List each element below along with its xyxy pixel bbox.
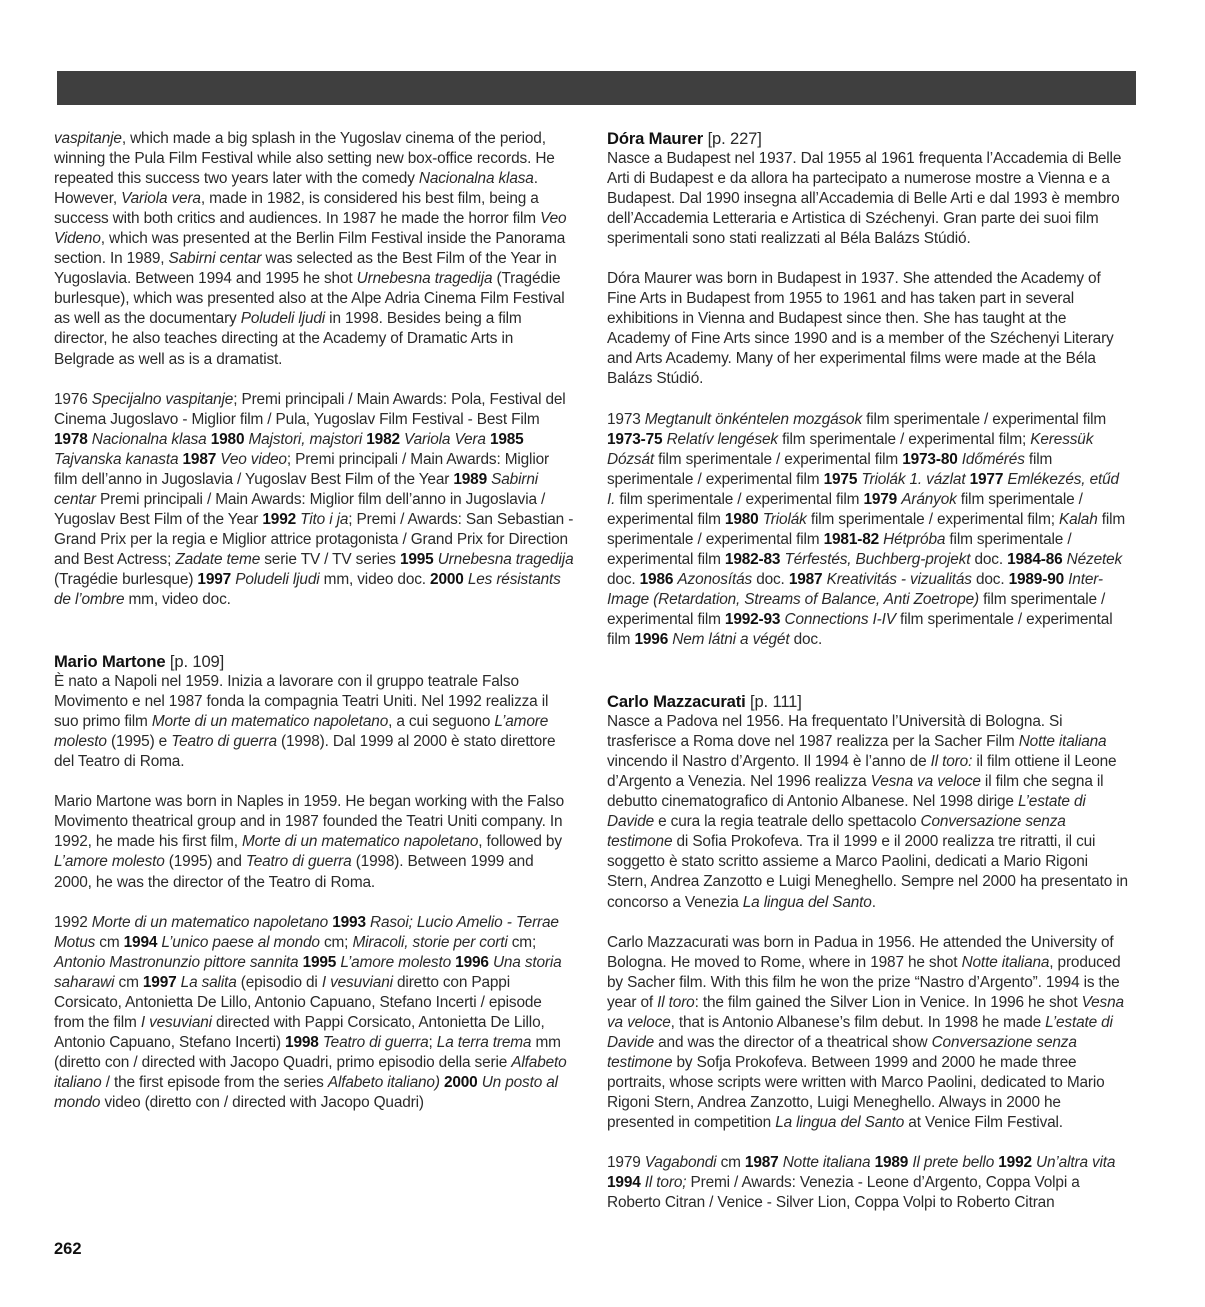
biography-en: Dóra Maurer was born in Budapest in 1937. She attended the Academy of Fine Arts in Budapest from 1955 to 1961 and has taken part in several exhibitions in Vienna and Budapest since then. She has taught at the Academy of Fine Arts since 1990 and is a member of the Széchenyi Literary and Arts Academy. Many of her experimental films were made at the Béla Balázs Stúdió. [607, 270, 1114, 388]
biography-it: Nasce a Padova nel 1956. Ha frequentato l’Università di Bologna. Si trasferisce a Roma dove nel 1987 realizza per la Sacher Film Notte italiana vincendo il Nastro d’Argento. Il 1994 è l’anno de Il toro: il film ottiene il Leone d’Argento a Venezia. Nel 1996 realizza Vesna va veloce il film che segna il debutto cinematografico di Antonio Albanese. Nel 1998 dirige L’estate di Davide e cura la regia teatrale dello spettacolo Conversazione senza testimone di Sofia Prokofeva. Tra il 1999 e il 2000 realizza tre ritratti, il cui soggetto è stato scritto assieme a Marco Paolini, dedicati a Mario Rigoni Stern, Andrea Zanzotto e Luigi Meneghello. Sempre nel 2000 ha presentato in concorso a Venezia La lingua del Santo. [607, 713, 1128, 911]
biography-en: Mario Martone was born in Naples in 1959. He began working with the Falso Movimento theatrical group and in 1987 founded the Teatri Uniti company. In 1992, he made his first film, Morte di un matematico napoletano, followed by L’amore molesto (1995) and Teatro di guerra (1998). Between 1999 and 2000, he was the director of the Teatro di Roma. [54, 793, 565, 891]
right-column [607, 129, 1129, 1213]
filmography: 1979 Vagabondi cm 1987 Notte italiana 1989 Il prete bello 1992 Un’altra vita 1994 Il toro; Premi / Awards: Venezia - Leone d’Argento, Coppa Volpi a Roberto Citran / Venice - Silver Lion, Coppa Volpi to Roberto Citran [607, 1154, 1116, 1212]
page-number: 262 [54, 1240, 82, 1258]
entry-heading: Carlo Mazzacurati [p. 111] [607, 692, 802, 712]
filmography: 1992 Morte di un matematico napoletano 1993 Rasoi; Lucio Amelio - Terrae Motus cm 1994 L’unico paese al mondo cm; Miracoli, storie per corti cm; Antonio Mastronunzio pittore sannita 1995 L’amore molesto 1996 Una storia saharawi cm 1997 La salita (episodio di I vesuviani diretto con Pappi Corsicato, Antonietta De Lillo, Antonio Capuano, Stefano Incerti / episode from the film I vesuviani directed with Pappi Corsicato, Antonietta De Lillo, Antonio Capuano, Stefano Incerti) 1998 Teatro di guerra; La terra trema mm (diretto con / directed with Jacopo Quadri, primo episodio della serie Alfabeto italiano / the first episode from the series Alfabeto italiano) 2000 Un posto al mondo video (diretto con / directed with Jacopo Quadri) [54, 913, 567, 1111]
filmography: 1976 Specijalno vaspitanje; Premi principali / Main Awards: Pola, Festival del Cinema Jugoslavo - Miglior film / Pula, Yugoslav Film Festival - Best Film 1978 Nacionalna klasa 1980 Majstori, majstori 1982 Variola Vera 1985 Tajvanska kanasta 1987 Veo video; Premi principali / Main Awards: Miglior film dell’anno in Jugoslavia / Yugoslav Best Film of the Year 1989 Sabirni centar Premi principali / Main Awards: Miglior film dell’anno in Jugoslavia / Yugoslav Best Film of the Year 1992 Tito i ja; Premi / Awards: San Sebastian - Grand Prix per la regia e Miglior attrice protagonista / Grand Prix for Direction and Best Actress; Zadate teme serie TV / TV series 1995 Urnebesna tragedija (Tragédie burlesque) 1997 Poludeli ljudi mm, video doc. 2000 Les résistants de l’ombre mm, video doc. [54, 390, 574, 609]
filmography: 1973 Megtanult önkéntelen mozgások film sperimentale / experimental film 1973-75 Relatív lengések film sperimentale / experimental film; Keressük Dózsát film sperimentale / experimental film 1973-80 Időmérés film sperimentale / experimental film 1975 Triolák 1. vázlat 1977 Emlékezés, etűd I. film sperimentale / experimental film 1979 Arányok film sperimentale / experimental film 1980 Triolák film sperimentale / experimental film; Kalah film sperimentale / experimental film 1981-82 Hétpróba film sperimentale / experimental film 1982-83 Térfestés, Buchberg-projekt doc. 1984-86 Nézetek doc. 1986 Azonosítás doc. 1987 Kreativitás - vizualitás doc. 1989-90 Inter-Image (Retardation, Streams of Balance, Anti Zoetrope) film sperimentale / experimental film 1992-93 Connections I-IV film sperimentale / experimental film 1996 Nem látni a végét doc. [607, 410, 1126, 649]
biography-en: Carlo Mazzacurati was born in Padua in 1956. He attended the University of Bologna. He moved to Rome, where in 1987 he shot Notte italiana, produced by Sacher film. With this film he won the prize “Nastro d’Argento”. 1994 is the year of Il toro: the film gained the Silver Lion in Venice. In 1996 he shot Vesna va veloce, that is Antonio Albanese’s film debut. In 1998 he made L’estate di Davide and was the director of a theatrical show Conversazione senza testimone by Sofja Prokofeva. Between 1999 and 2000 he made three portraits, whose scripts were written with Marco Paolini, dedicated to Mario Rigoni Stern, Andrea Zanzotto, Luigi Meneghello. Always in 2000 he presented in competition La lingua del Santo at Venice Film Festival. [607, 933, 1124, 1131]
left-column [54, 129, 574, 1113]
biography-it: Nasce a Budapest nel 1937. Dal 1955 al 1961 frequenta l’Accademia di Belle Arti di Budapest e da allora ha partecipato a numerose mostre a Vienna e a Budapest. Dal 1990 insegna all’Accademia di Belle Arti e dal 1993 è membro dell’Accademia Letteraria e Artistica di Széchenyi. Gran parte dei suoi film sperimentali sono stati realizzati al Béla Balázs Stúdió. [607, 150, 1122, 248]
entry-heading: Dóra Maurer [p. 227] [607, 129, 762, 148]
header-bar [57, 71, 1136, 105]
biography-it: È nato a Napoli nel 1959. Inizia a lavorare con il gruppo teatrale Falso Movimento e nel 1987 fonda la compagnia Teatri Uniti. Nel 1992 realizza il suo primo film Morte di un matematico napoletano, a cui seguono L’amore molesto (1995) e Teatro di guerra (1998). Dal 1999 al 2000 è stato direttore del Teatro di Roma. [54, 673, 556, 771]
biography-en: vaspitanje, which made a big splash in the Yugoslav cinema of the period, winning the Pula Film Festival while also setting new box-office records. He repeated this success two years later with the comedy Nacionalna klasa. However, Variola vera, made in 1982, is considered his best film, being a success with both critics and audiences. In 1987 he made the horror film Veo Videno, which was presented at the Berlin Film Festival inside the Panorama section. In 1989, Sabirni centar was selected as the Best Film of the Year in Yugoslavia. Between 1994 and 1995 he shot Urnebesna tragedija (Tragédie burlesque), which was presented also at the Alpe Adria Cinema Film Festival as well as the documentary Poludeli ljudi in 1998. Besides being a film director, he also teaches directing at the Academy of Dramatic Arts in Belgrade as well as is a dramatist. [54, 130, 567, 368]
entry-heading: Mario Martone [p. 109] [54, 652, 225, 672]
